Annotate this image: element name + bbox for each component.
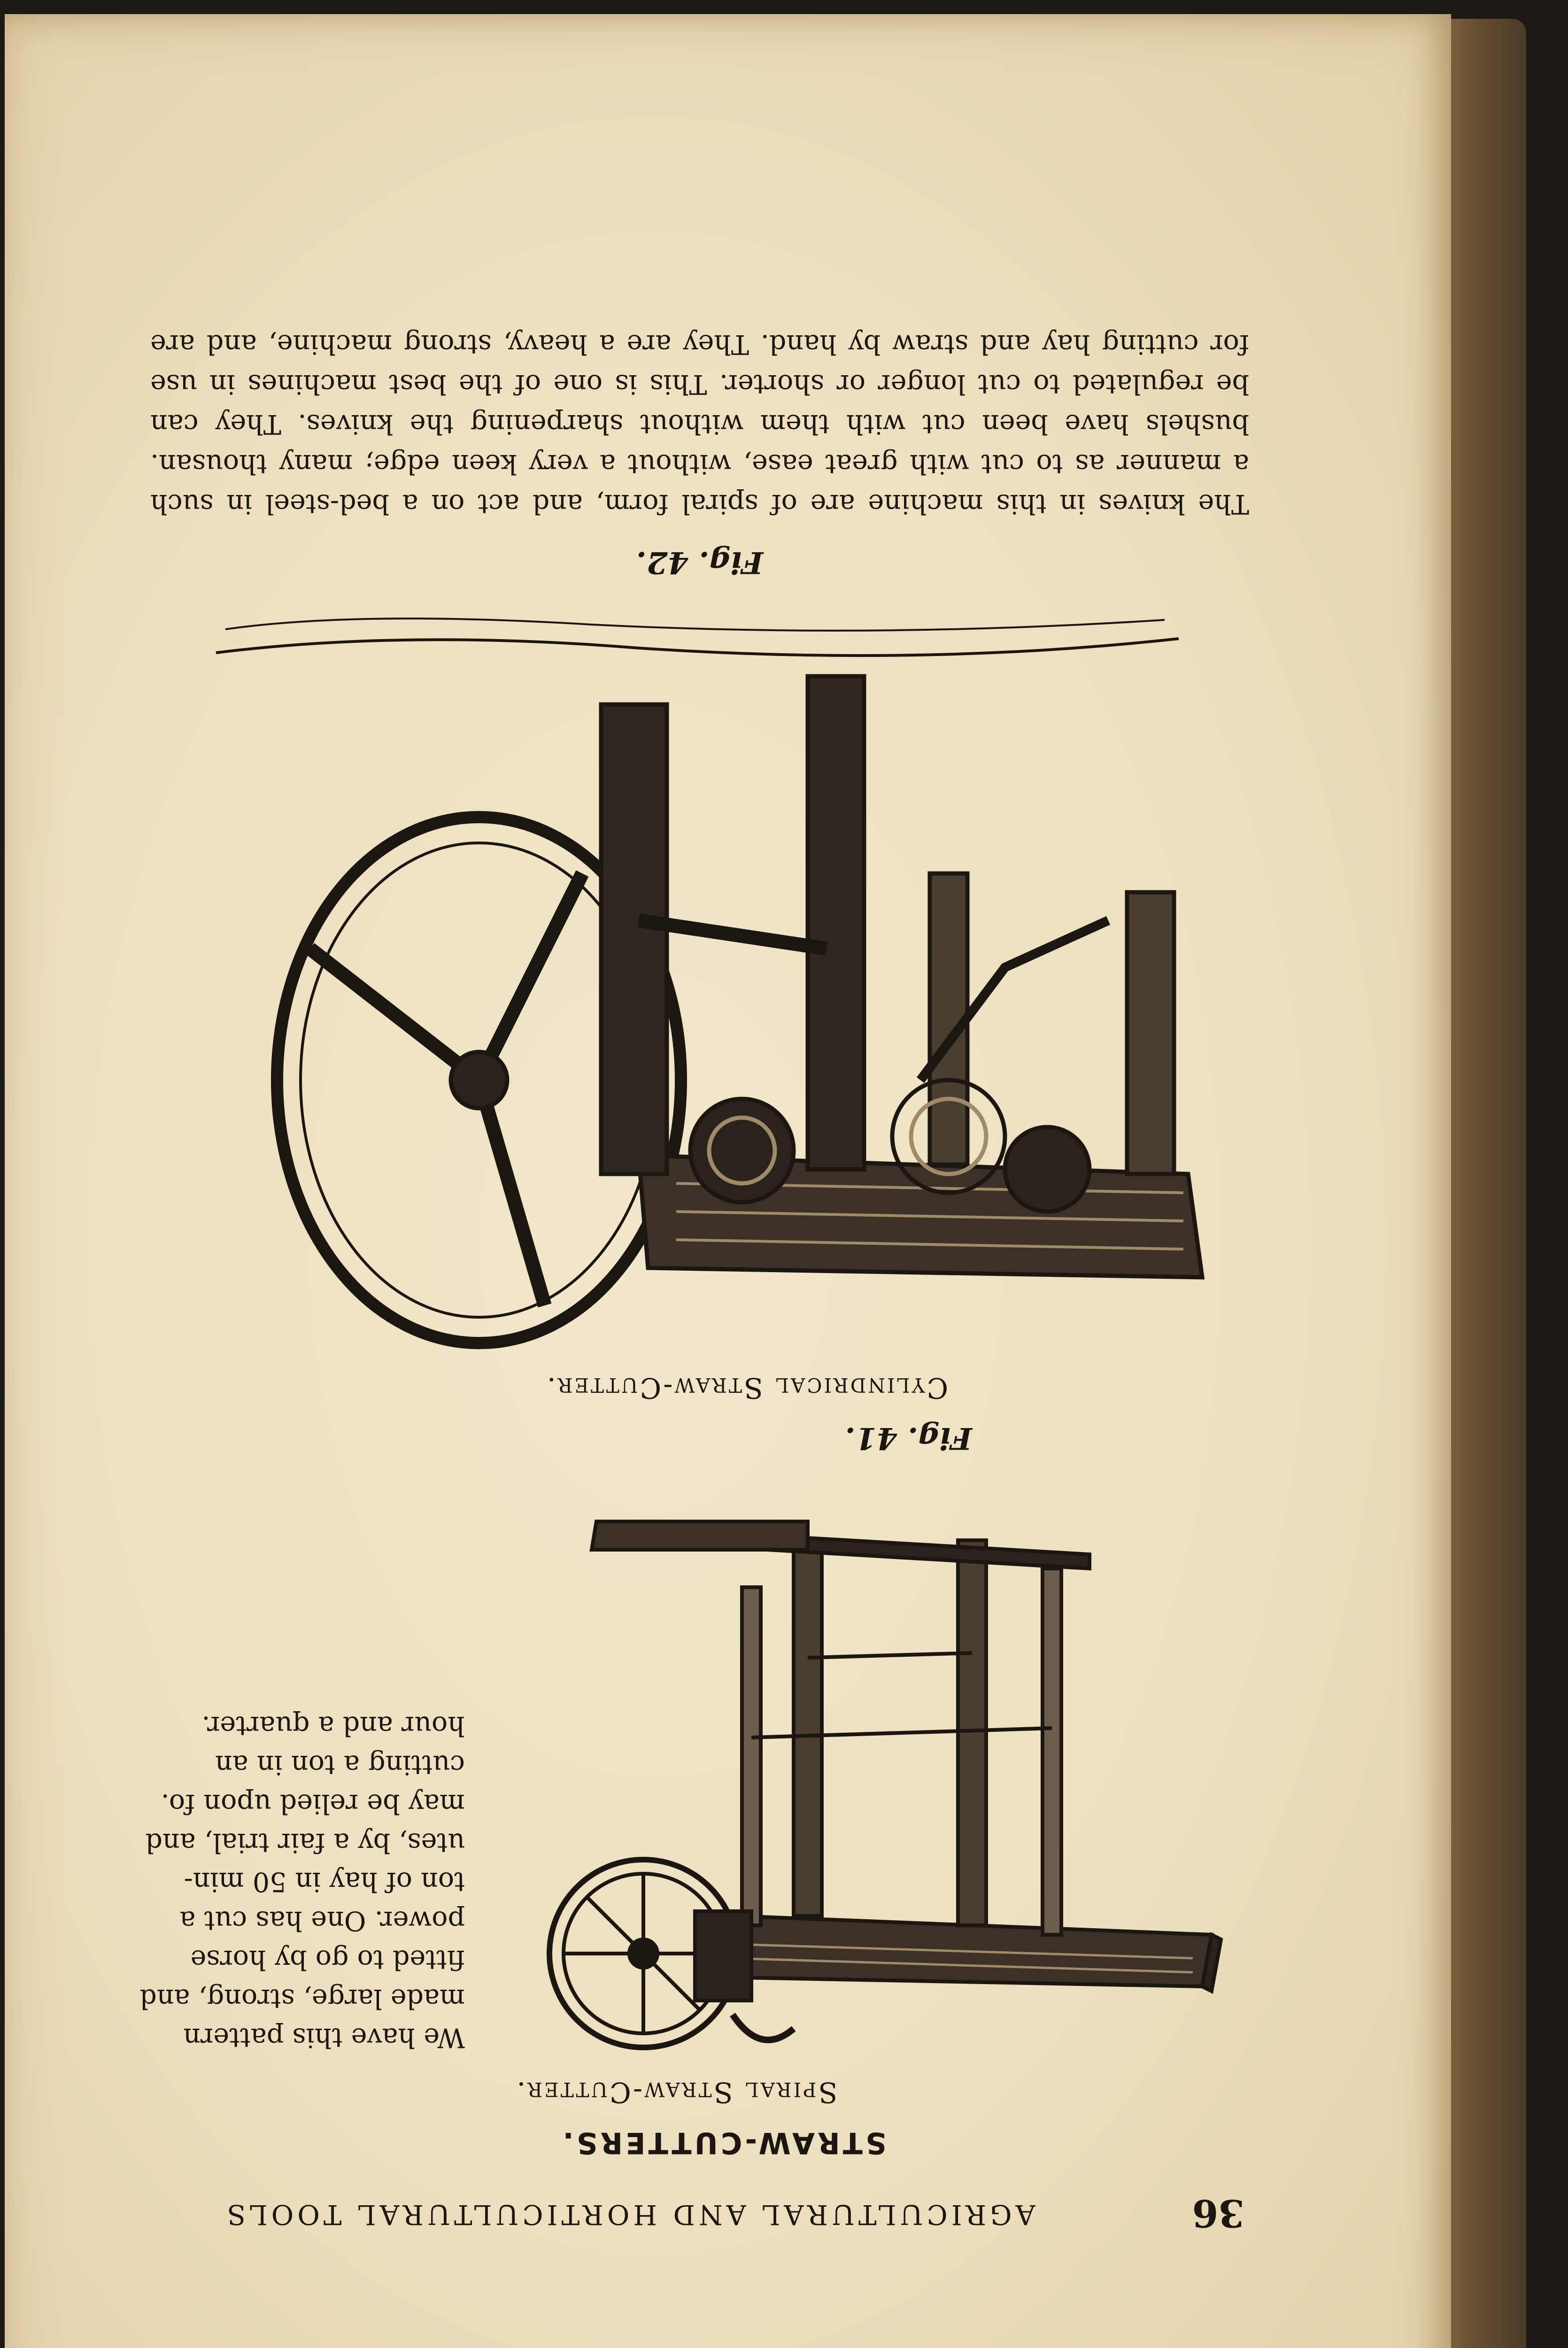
spiral-straw-cutter-illustration [479, 1484, 1230, 2057]
book-page [5, 14, 1451, 2348]
body-line: a manner as to cut with great ease, without a very keen edge; many thousan. [150, 448, 1249, 479]
section-title: STRAW-CUTTERS. [560, 2126, 887, 2160]
fig41-label: Fig. 41. [845, 1421, 972, 1456]
cylindrical-straw-cutter-illustration [193, 601, 1249, 1371]
fig41-description: We have this pattern made large, strong, and fitted to go by horse power. One has cut a ton of hay in 50 min- utes, by a fair trial, and may be relied upon fo. cutting a ton in an hour and a quarter. [139, 1710, 465, 2053]
fig42-label-visible: Fig. 42. [636, 545, 764, 580]
page-number: 36 [1192, 2191, 1244, 2235]
body-line: bushels have been cut with them without sharpening the knives. They can [150, 409, 1249, 440]
fig42-caption: Cylindrical Straw-Cutter. [545, 1371, 949, 1404]
fig42-description [150, 324, 1249, 582]
upside-down-content [5, 14, 1451, 2348]
body-line: The knives in this machine are of spiral form, and act on a bed-steel in such [150, 488, 1249, 519]
body-line: be regulated to cut longer or shorter. This is one of the best machines in use [150, 369, 1249, 400]
body-line: for cutting hay and straw by hand. They are a heavy, strong machine, and are [150, 329, 1249, 360]
fig41-caption: Spiral Straw-Cutter. [515, 2076, 838, 2109]
running-head: AGRICULTURAL AND HORTICULTURAL TOOLS [223, 2199, 1035, 2231]
